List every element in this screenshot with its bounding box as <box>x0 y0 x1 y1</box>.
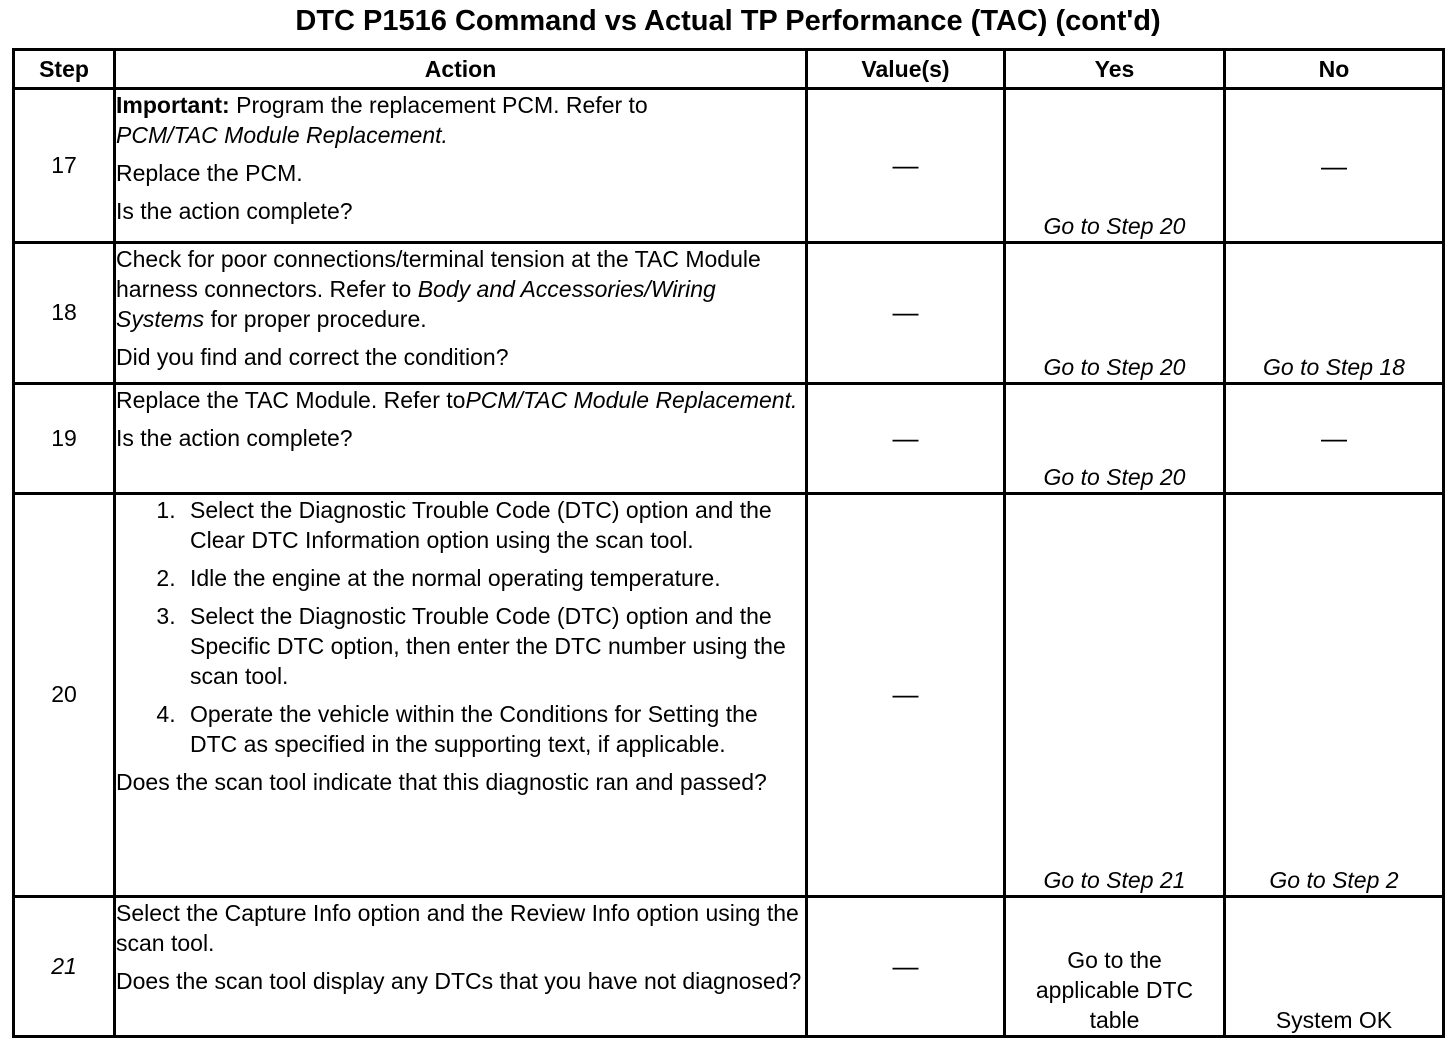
step-number: 21 <box>14 896 115 1036</box>
action-question: Does the scan tool display any DTCs that you have not diagnosed? <box>116 967 802 994</box>
action-question: Does the scan tool indicate that this diagnostic ran and passed? <box>116 768 767 795</box>
action-cell <box>115 896 807 1036</box>
value-cell: — <box>807 493 1005 896</box>
action-instruction: Replace the PCM. <box>116 160 303 186</box>
step-number: 18 <box>14 243 115 383</box>
yes-cell: Go to Step 20 <box>1005 89 1225 243</box>
value-cell: — <box>807 896 1005 1036</box>
page-title: DTC P1516 Command vs Actual TP Performance (TAC) (cont'd) <box>295 5 1161 37</box>
action-cell <box>115 383 807 493</box>
important-label: Important: <box>116 92 230 118</box>
value-cell: — <box>807 243 1005 383</box>
diagnostic-table <box>12 48 1445 1038</box>
list-item: 1. Select the Diagnostic Trouble Code (DTC) option and the Clear DTC Information option using the scan tool. <box>182 495 805 555</box>
action-question: Is the action complete? <box>116 198 353 224</box>
action-cell <box>115 89 807 243</box>
action-text: Replace the TAC Module. Refer to <box>116 386 466 413</box>
table-row <box>14 896 1444 1036</box>
no-cell: — <box>1225 89 1444 243</box>
action-text-tail: for proper procedure. <box>204 306 427 333</box>
list-item: 3. Select the Diagnostic Trouble Code (DTC) option and the Specific DTC option, then enter the DTC number using the scan tool. <box>182 601 805 691</box>
step-number: 19 <box>14 383 115 493</box>
table-row <box>14 383 1444 493</box>
no-cell: Go to Step 18 <box>1225 243 1444 383</box>
action-reference: PCM/TAC Module Replacement. <box>465 386 798 413</box>
header-yes: Yes <box>1005 50 1225 89</box>
action-reference: Body and Accessories/Wiring Systems <box>116 276 716 333</box>
yes-cell: Go to Step 20 <box>1005 383 1225 493</box>
table-row <box>14 243 1444 383</box>
action-question: Is the action complete? <box>116 424 353 451</box>
value-cell: — <box>807 89 1005 243</box>
yes-cell: Go to Step 20 <box>1005 243 1225 383</box>
step-number: 17 <box>14 89 115 243</box>
header-step: Step <box>14 50 115 89</box>
numbered-steps-list <box>116 495 805 759</box>
action-cell <box>115 493 807 896</box>
header-no: No <box>1225 50 1444 89</box>
header-values: Value(s) <box>807 50 1005 89</box>
action-instruction <box>116 385 805 415</box>
no-cell: — <box>1225 383 1444 493</box>
no-cell: Go to Step 2 <box>1225 493 1444 896</box>
step-number: 20 <box>14 493 115 896</box>
header-action: Action <box>115 50 807 89</box>
table-row <box>14 493 1444 896</box>
action-instruction: Select the Capture Info option and the Review Info option using the scan tool. <box>116 899 799 956</box>
action-cell <box>115 243 807 383</box>
action-text: Check for poor connections/terminal tension at the TAC Module harness connectors. Refer to <box>116 246 761 303</box>
action-important <box>116 90 805 120</box>
action-instruction <box>116 244 805 334</box>
important-text: Program the replacement PCM. Refer to <box>229 92 648 118</box>
table-row <box>14 89 1444 243</box>
yes-cell: Go to Step 21 <box>1005 493 1225 896</box>
action-reference: PCM/TAC Module Replacement. <box>116 122 448 148</box>
list-item: 4. Operate the vehicle within the Conditions for Setting the DTC as specified in the supporting text, if applicable. <box>182 699 805 759</box>
yes-cell: Go to the applicable DTC table <box>1005 896 1225 1036</box>
list-item: 2. Idle the engine at the normal operating temperature. <box>182 563 805 593</box>
no-cell: System OK <box>1225 896 1444 1036</box>
action-question: Did you find and correct the condition? <box>116 344 509 371</box>
table-header-row <box>14 50 1444 89</box>
value-cell: — <box>807 383 1005 493</box>
